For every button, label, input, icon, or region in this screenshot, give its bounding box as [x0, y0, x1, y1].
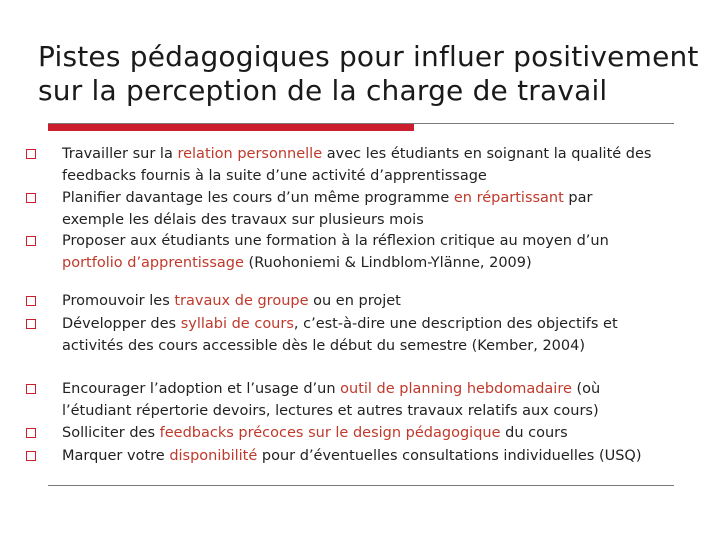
title-line-1: Pistes pédagogiques pour influer positivement [38, 40, 699, 73]
highlighted-phrase: portfolio d’apprentissage [62, 255, 244, 271]
bullet-text-line: portfolio d’apprentissage (Ruohoniemi & Lindblom-Ylänne, 2009) [62, 255, 532, 271]
highlighted-phrase: feedbacks précoces sur le design pédagogique [159, 425, 501, 441]
bullet-text-line: Planifier davantage les cours d’un même programme en répartissant par [62, 190, 593, 206]
bullet-square-icon [26, 296, 36, 306]
footer-divider [48, 485, 674, 486]
highlighted-phrase: travaux de groupe [174, 293, 309, 309]
bullet-square-icon [26, 428, 36, 438]
bullet-text-line: l’étudiant répertorie devoirs, lectures et autres travaux relatifs aux cours) [62, 403, 599, 419]
highlighted-phrase: relation personnelle [177, 146, 323, 162]
highlighted-phrase: disponibilité [169, 448, 258, 464]
bullet-text-line: feedbacks fournis à la suite d’une activité d’apprentissage [62, 168, 487, 184]
bullet-text-line: Proposer aux étudiants une formation à la réflexion critique au moyen d’un [62, 233, 609, 249]
bullet-square-icon [26, 319, 36, 329]
bullet-text-line: Travailler sur la relation personnelle avec les étudiants en soignant la qualité des [62, 146, 652, 162]
highlighted-phrase: syllabi de cours [180, 316, 294, 332]
bullet-text-line: Promouvoir les travaux de groupe ou en projet [62, 293, 401, 309]
bullet-text-line: Développer des syllabi de cours, c’est-à-dire une description des objectifs et [62, 316, 618, 332]
bullet-text-line: activités des cours accessible dès le début du semestre (Kember, 2004) [62, 338, 585, 354]
title-line-2: sur la perception de la charge de travail [38, 74, 608, 107]
bullet-text-line: exemple les délais des travaux sur plusieurs mois [62, 212, 424, 228]
bullet-text-line: Marquer votre disponibilité pour d’éventuelles consultations individuelles (USQ) [62, 448, 642, 464]
bullet-square-icon [26, 384, 36, 394]
bullet-text-line: Solliciter des feedbacks précoces sur le design pédagogique du cours [62, 425, 568, 441]
highlighted-phrase: en répartissant [453, 190, 564, 206]
bullet-square-icon [26, 149, 36, 159]
bullet-square-icon [26, 236, 36, 246]
highlighted-phrase: outil de planning hebdomadaire [340, 381, 572, 397]
bullet-square-icon [26, 451, 36, 461]
bullet-square-icon [26, 193, 36, 203]
bullet-text-line: Encourager l’adoption et l’usage d’un outil de planning hebdomadaire (où [62, 381, 601, 397]
